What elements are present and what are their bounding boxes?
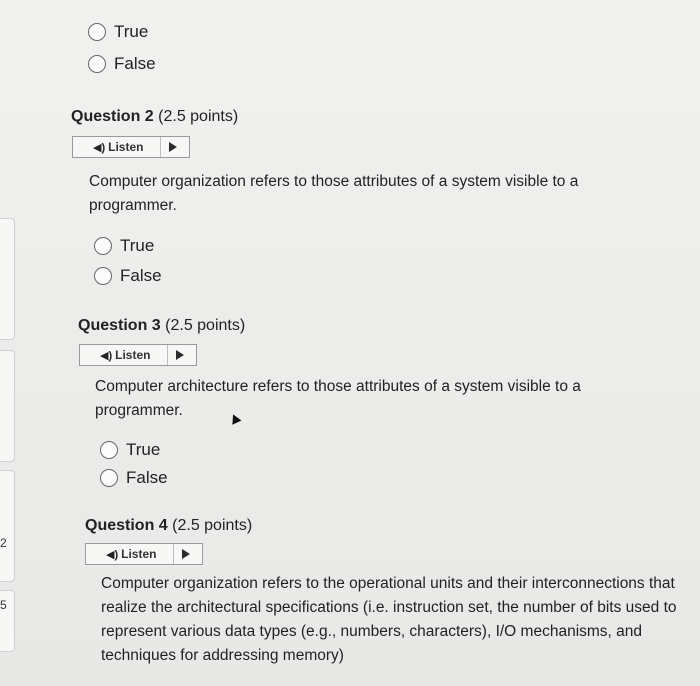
question-points: (2.5 points)	[165, 317, 246, 334]
question-3-text: Computer architecture refers to those attributes of a system visible to a programmer.	[95, 378, 581, 419]
question-heading: Question 3	[78, 317, 161, 334]
play-icon[interactable]	[182, 549, 190, 559]
side-panel-number: 2	[0, 536, 7, 550]
side-panel-number: 5	[0, 598, 7, 612]
radio-button[interactable]	[94, 237, 112, 255]
question-2-title	[71, 108, 238, 126]
q2-option-true[interactable]	[94, 236, 154, 256]
listen-button[interactable]	[73, 137, 161, 157]
question-3-title	[78, 317, 245, 335]
option-label: True	[120, 236, 155, 255]
listen-label: Listen	[121, 547, 157, 561]
q1-option-true[interactable]	[88, 22, 148, 42]
question-heading: Question 2	[71, 108, 154, 125]
option-label: False	[126, 468, 168, 487]
listen-widget	[72, 136, 190, 158]
q1-option-false[interactable]	[88, 54, 156, 74]
radio-button[interactable]	[88, 55, 106, 73]
option-label: False	[120, 266, 162, 285]
q3-option-true[interactable]	[100, 440, 160, 460]
option-label: True	[126, 440, 161, 459]
radio-button[interactable]	[94, 267, 112, 285]
listen-widget	[85, 543, 203, 565]
option-label: True	[114, 22, 149, 41]
radio-button[interactable]	[100, 469, 118, 487]
question-points: (2.5 points)	[172, 517, 253, 534]
question-4-title	[85, 517, 252, 535]
q3-option-false[interactable]	[100, 468, 168, 488]
question-points: (2.5 points)	[158, 108, 239, 125]
question-4-text: Computer organization refers to the operational units and their interconnections that realize the architectural specifications (i.e. instruction set, the number of bits used to represent various data types (e.g., numbers, characters), I/O mechanisms, and techniques for addressing memory)	[101, 575, 677, 664]
speaker-icon: ◀)	[100, 349, 113, 362]
side-panel-item[interactable]	[0, 470, 15, 582]
play-icon[interactable]	[176, 350, 184, 360]
play-icon[interactable]	[169, 142, 177, 152]
side-panel-item[interactable]	[0, 218, 15, 340]
listen-label: Listen	[115, 348, 151, 362]
question-2-text: Computer organization refers to those attributes of a system visible to a programmer.	[89, 173, 579, 214]
radio-button[interactable]	[88, 23, 106, 41]
question-heading: Question 4	[85, 517, 168, 534]
q2-option-false[interactable]	[94, 266, 162, 286]
listen-widget	[79, 344, 197, 366]
listen-label: Listen	[108, 140, 144, 154]
radio-button[interactable]	[100, 441, 118, 459]
listen-button[interactable]	[80, 345, 168, 365]
speaker-icon: ◀)	[93, 141, 106, 154]
side-panel-item[interactable]	[0, 350, 15, 462]
option-label: False	[114, 54, 156, 73]
listen-button[interactable]	[86, 544, 174, 564]
speaker-icon: ◀)	[106, 548, 119, 561]
